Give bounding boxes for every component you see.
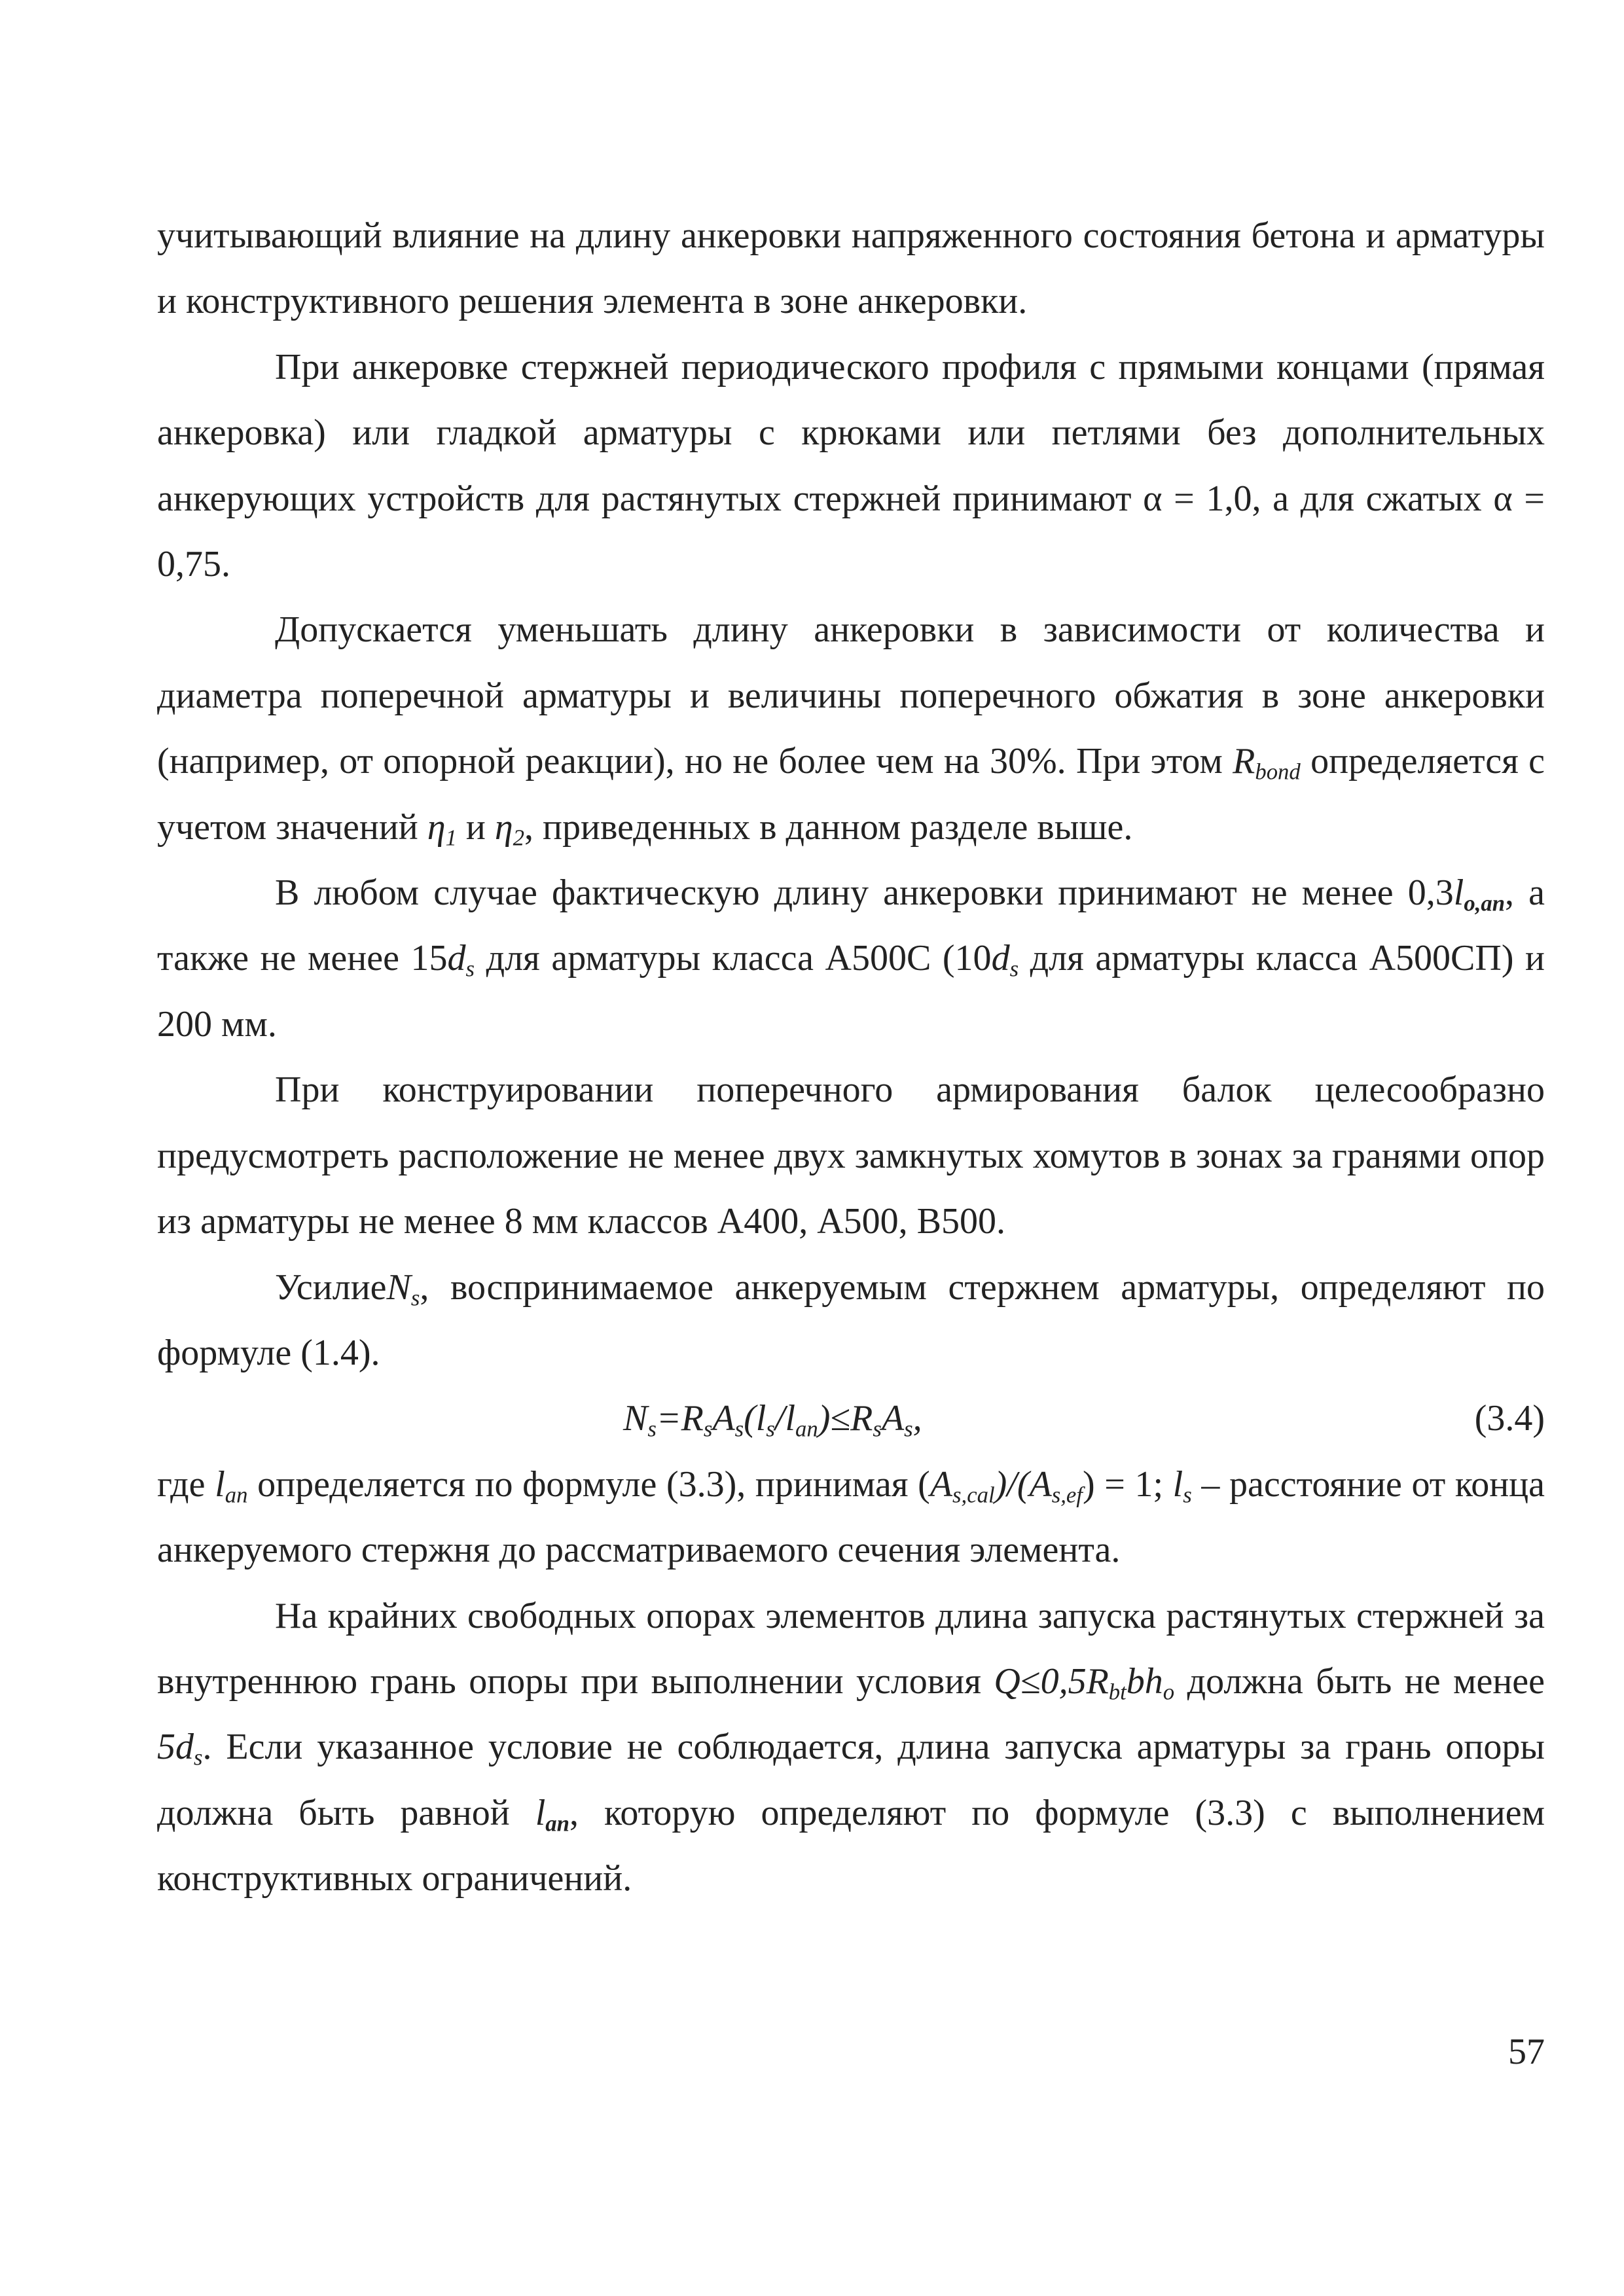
paragraph-3: Допускается уменьшать длину анкеровки в зависимости от количества и диаметра поперечной арматуры и величины поперечного обжатия в зоне анкеровки (например, от опорной реакции), но не более чем на 30%. При этом $R_{bond}$ определяется с учетом значений $\eta_1$ и $\eta_2$, приведенных в данном разделе выше. bbox=[157, 609, 1545, 851]
body-text bbox=[157, 203, 1545, 1912]
paragraph-2: При анкеровке стержней периодического профиля с прямыми концами (прямая анкеровка) или гладкой арматуры с крюками или петлями без дополнительных анкерующих устройств для растянутых стержней принимают α = 1,0, а для сжатых α = 0,75. bbox=[157, 346, 1545, 585]
paragraph-8: На крайних свободных опорах элементов длина запуска растянутых стержней за внутреннюю грань опоры при выполнении условия $Q\le 0,5R_{bt}bh_o$ должна быть не менее $5d_s$. Если указанное условие не соблюдается, длина запуска арматуры за грань опоры должна быть равной $l_{an}$, которую определяют по формуле (3.3) с выполнением конструктивных ограничений. bbox=[157, 1595, 1545, 1899]
formula-number: (3.4) bbox=[1474, 1398, 1545, 1439]
paragraph-5: При конструировании поперечного армирования балок целесообразно предусмотреть расположение не менее двух замкнутых хомутов в зонах за гранями опор из арматуры не менее 8 мм классов А400, А500, В500. bbox=[157, 1069, 1545, 1242]
page-number: 57 bbox=[1508, 2032, 1545, 2072]
paragraph-6: УсилиеN$_s$, воспринимаемое анкеруемым стержнем арматуры, определяют по формуле (1.4). bbox=[157, 1266, 1545, 1373]
paragraph-1: учитывающий влияние на длину анкеровки напряженного состояния бетона и арматуры и конструктивного решения элемента в зоне анкеровки. bbox=[157, 215, 1545, 322]
formula-3-4 bbox=[157, 1386, 1545, 1451]
paragraph-4: В любом случае фактическую длину анкеровки принимают не менее $0,3l_{o,an}$, а также не менее $15d_s$ для арматуры класса А500С ($10d_s$ для арматуры класса А500СП) и 200 мм. bbox=[157, 872, 1545, 1045]
formula-expression: $N_s=R_sA_s(l_s/l_{an})\le R_sA_s$, bbox=[623, 1398, 922, 1443]
paragraph-7: где $l_{an}$ определяется по формуле (3.3), принимая $(A_{s,cal})/(A_{s,ef}) = 1$; $l_s$ – расстояние от конца анкеруемого стержня до рассматриваемого сечения элемента. bbox=[157, 1463, 1545, 1571]
